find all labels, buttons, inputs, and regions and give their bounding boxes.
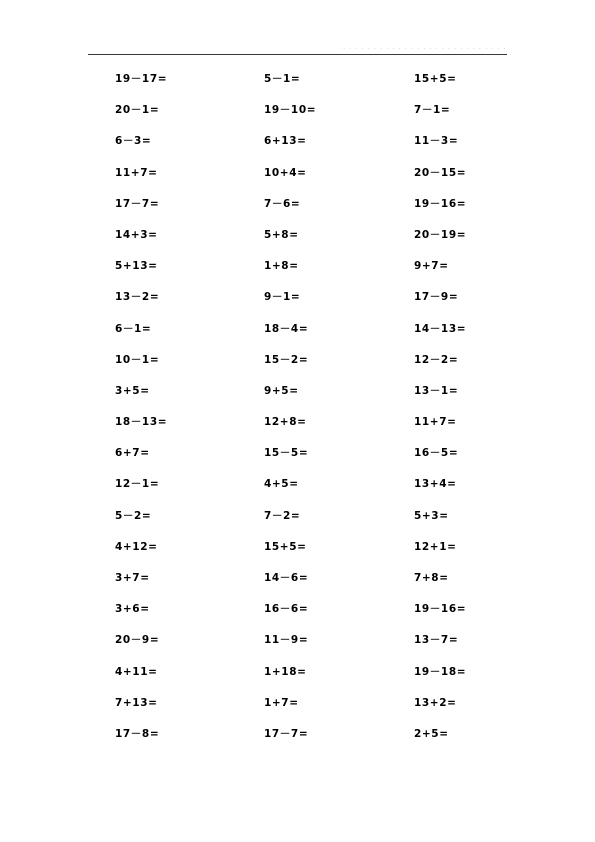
- math-problem: 4+11=: [115, 665, 158, 678]
- math-problem: 1+18=: [264, 665, 307, 678]
- math-problem: 12－2=: [414, 353, 459, 366]
- math-problem: 5+8=: [264, 228, 299, 241]
- math-problem: 1+7=: [264, 696, 299, 709]
- math-problem: 3+7=: [115, 572, 150, 584]
- math-problem: 7+8=: [414, 572, 449, 584]
- math-problem: 7－6=: [264, 197, 301, 210]
- math-problem: 5－1=: [264, 73, 301, 85]
- math-problem: 11+7=: [414, 416, 457, 429]
- problem-row: [0, 725, 595, 756]
- math-problem: 7－1=: [414, 104, 451, 117]
- math-problem: 6－1=: [115, 322, 152, 335]
- problem-row: [0, 413, 595, 444]
- math-problem: 13－1=: [414, 384, 459, 397]
- problem-row: [0, 195, 595, 226]
- math-problem: 14－13=: [414, 322, 467, 335]
- math-problem: 19－16=: [414, 197, 467, 210]
- math-problem: 20－1=: [115, 104, 160, 117]
- math-problem: 20－9=: [115, 634, 160, 647]
- math-problem: 19－10=: [264, 104, 317, 117]
- problem-row: [0, 288, 595, 319]
- math-problem: 20－19=: [414, 228, 467, 241]
- math-problem: 20－15=: [414, 166, 467, 179]
- math-problem: 12－1=: [115, 478, 160, 491]
- problem-row: [0, 351, 595, 382]
- math-problem: 17－8=: [115, 727, 160, 740]
- problem-row: [0, 444, 595, 475]
- problem-row: [0, 631, 595, 662]
- math-problem: 17－7=: [264, 727, 309, 740]
- math-problem: 11－3=: [414, 135, 459, 148]
- problem-row: [0, 600, 595, 631]
- math-problem: 11+7=: [115, 166, 158, 179]
- math-problem: 5－2=: [115, 509, 152, 522]
- arithmetic-worksheet: [0, 70, 595, 756]
- math-problem: 4+5=: [264, 478, 299, 491]
- math-problem: 5+3=: [414, 509, 449, 522]
- math-problem: 19－18=: [414, 665, 467, 678]
- math-problem: 15+5=: [264, 540, 307, 553]
- problem-row: [0, 538, 595, 569]
- math-problem: 11－9=: [264, 634, 309, 647]
- problem-row: [0, 257, 595, 288]
- problem-row: [0, 70, 595, 101]
- problem-row: [0, 475, 595, 506]
- math-problem: 10－1=: [115, 353, 160, 366]
- math-problem: 6－3=: [115, 135, 152, 148]
- math-problem: 5+13=: [115, 260, 158, 273]
- math-problem: 18－4=: [264, 322, 309, 335]
- math-problem: 16－5=: [414, 447, 459, 460]
- math-problem: 10+4=: [264, 166, 307, 179]
- math-problem: 3+5=: [115, 384, 150, 397]
- math-problem: 18－13=: [115, 416, 168, 429]
- problem-row: [0, 320, 595, 351]
- problem-row: [0, 101, 595, 132]
- math-problem: 9+7=: [414, 260, 449, 273]
- math-problem: 15－2=: [264, 353, 309, 366]
- math-problem: 13+2=: [414, 696, 457, 709]
- math-problem: 15+5=: [414, 73, 457, 85]
- math-problem: 14+3=: [115, 228, 158, 241]
- problem-row: [0, 382, 595, 413]
- math-problem: 19－17=: [115, 73, 168, 85]
- problem-row: [0, 569, 595, 600]
- problem-row: [0, 507, 595, 538]
- math-problem: 12+8=: [264, 416, 307, 429]
- problem-row: [0, 226, 595, 257]
- page-header-text: · · · · · · · · · · · · · · · · · · · · · · · · · · ·: [343, 46, 507, 52]
- math-problem: 12+1=: [414, 540, 457, 553]
- math-problem: 15－5=: [264, 447, 309, 460]
- problem-row: [0, 663, 595, 694]
- header-rule: [88, 54, 507, 55]
- math-problem: 7－2=: [264, 509, 301, 522]
- math-problem: 16－6=: [264, 603, 309, 616]
- math-problem: 6+13=: [264, 135, 307, 148]
- problem-row: [0, 164, 595, 195]
- math-problem: 13－7=: [414, 634, 459, 647]
- problem-row: [0, 694, 595, 725]
- math-problem: 2+5=: [414, 727, 449, 740]
- math-problem: 9－1=: [264, 291, 301, 304]
- math-problem: 17－7=: [115, 197, 160, 210]
- math-problem: 3+6=: [115, 603, 150, 616]
- math-problem: 17－9=: [414, 291, 459, 304]
- math-problem: 9+5=: [264, 384, 299, 397]
- math-problem: 19－16=: [414, 603, 467, 616]
- math-problem: 4+12=: [115, 540, 158, 553]
- math-problem: 7+13=: [115, 696, 158, 709]
- math-problem: 1+8=: [264, 260, 299, 273]
- math-problem: 6+7=: [115, 447, 150, 460]
- math-problem: 14－6=: [264, 572, 309, 584]
- problem-row: [0, 132, 595, 163]
- math-problem: 13+4=: [414, 478, 457, 491]
- math-problem: 13－2=: [115, 291, 160, 304]
